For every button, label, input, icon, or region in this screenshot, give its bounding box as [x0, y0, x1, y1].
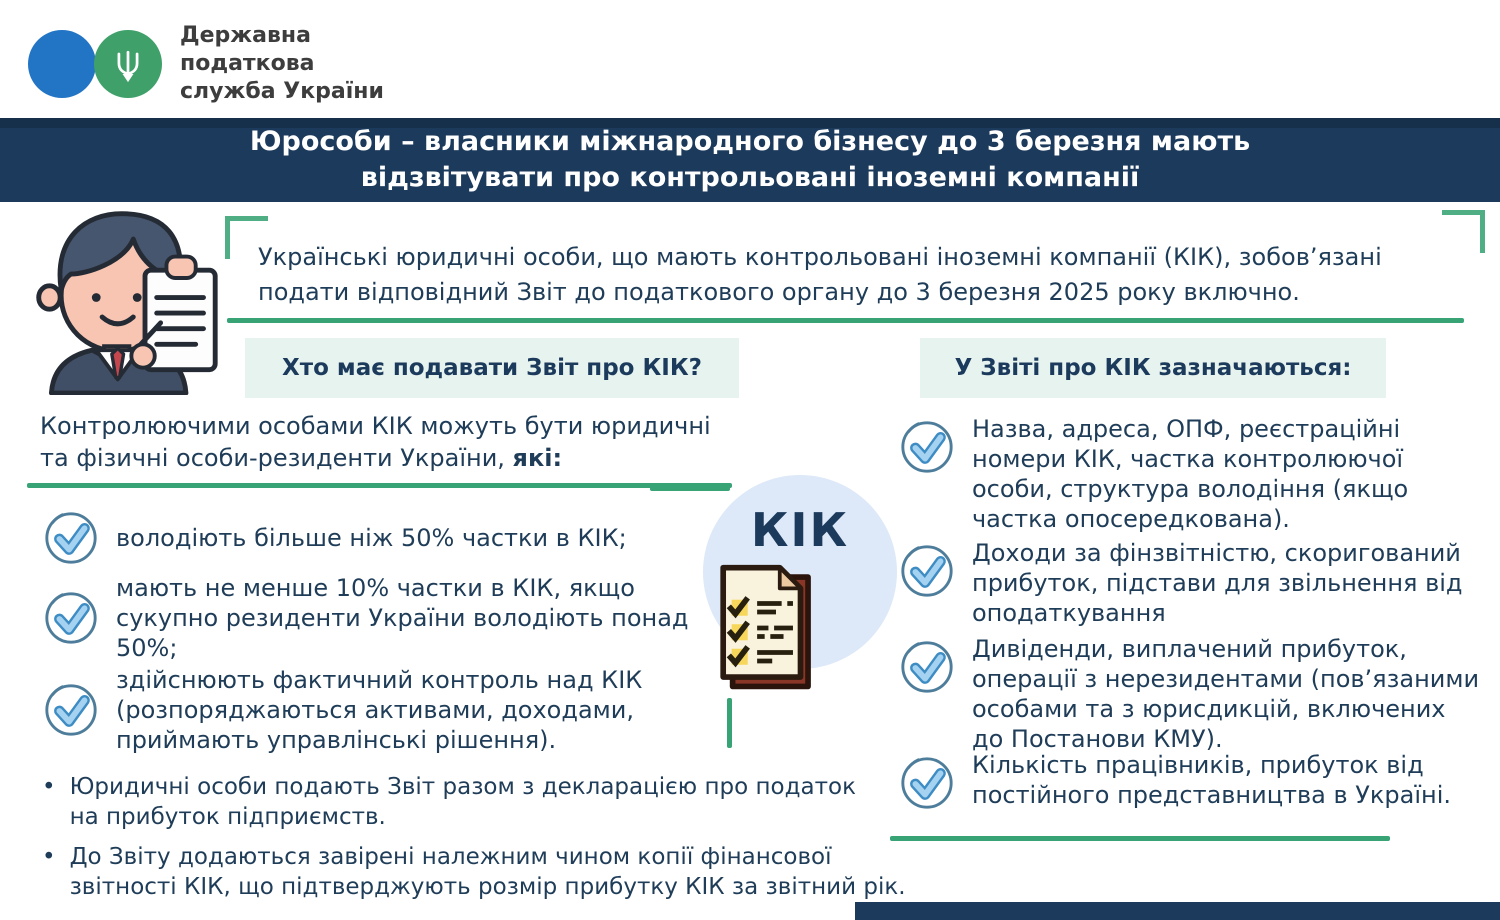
- check-icon: [42, 681, 100, 739]
- org-name-line: Державна: [180, 23, 311, 48]
- lead-line1: Контролюючими особами КІК можуть бути юридичні: [40, 412, 711, 440]
- lead-line2: та фізичні особи-резиденти України, які:: [40, 444, 563, 472]
- check-item-text: здійснюють фактичний контроль над КІК (розпоряджаються активами, доходами, приймають управлінські рішення).: [116, 666, 643, 754]
- intro-text: [258, 240, 1443, 310]
- divider-right-column: [890, 836, 1390, 841]
- section-heading-who-submits: Хто має подавати Звіт про КІК?: [245, 338, 739, 398]
- page-title-line1: Юрособи – власники міжнародного бізнесу до 3 березня мають: [249, 126, 1251, 157]
- badge-dash-horizontal: [650, 486, 730, 491]
- intro-line1: Українські юридичні особи, що мають контрольовані іноземні компанії (КІК), зобов’язані: [258, 243, 1382, 271]
- checklist-document-icon: [715, 562, 820, 694]
- left-check-item: [42, 506, 696, 570]
- org-name-line: податкова: [180, 51, 315, 76]
- bottom-accent-bar: [855, 902, 1500, 920]
- right-check-item: [898, 634, 1482, 754]
- check-item-text: Кількість працівників, прибуток від постійного представництва в Україні.: [972, 751, 1452, 809]
- check-icon: [898, 638, 956, 696]
- left-check-item: [42, 570, 696, 666]
- check-item-text: володіють більше ніж 50% частки в КІК;: [116, 524, 627, 552]
- intro-line2: подати відповідний Звіт до податкового органу до 3 березня 2025 року включно.: [258, 278, 1300, 306]
- corner-bracket-right-icon: [1442, 210, 1485, 253]
- bullet-dot-icon: •: [42, 774, 56, 800]
- bullet-dot-icon: •: [42, 844, 56, 870]
- check-item-text: Доходи за фінзвітністю, скоригований прибуток, підстави для звільнення від оподаткування: [972, 539, 1463, 627]
- divider-left-column: [27, 483, 732, 488]
- header-banner: [0, 118, 1500, 202]
- bullet-text: Юридичні особи подають Звіт разом з декларацією про податок на прибуток підприємств.: [69, 774, 856, 830]
- left-lead-text: [40, 410, 740, 474]
- right-check-item: [898, 414, 1482, 534]
- divider-top: [227, 318, 1464, 323]
- page-title-line2: відзвітувати про контрольовані іноземні компанії: [360, 162, 1140, 193]
- check-icon: [42, 509, 100, 567]
- badge-dash-vertical: [727, 698, 732, 748]
- check-icon: [898, 542, 956, 600]
- check-icon: [42, 589, 100, 647]
- right-check-item: [898, 538, 1482, 628]
- left-check-item: [42, 662, 696, 758]
- right-check-item: [898, 750, 1482, 812]
- bullet-item: [42, 842, 912, 902]
- kik-label: КІК: [750, 503, 850, 557]
- check-item-text: Дивіденди, виплачений прибуток, операції з нерезидентами (пов’язаними особами та з юрисдикцій, включених до Постанови КМУ).: [972, 635, 1480, 753]
- logo-green-circle: [94, 30, 162, 98]
- org-logo: [28, 22, 384, 106]
- org-name-line: служба України: [180, 79, 384, 104]
- check-item-text: мають не менше 10% частки в КІК, якщо сукупно резиденти України володіють понад 50%;: [116, 574, 689, 662]
- org-name: [180, 22, 384, 106]
- check-icon: [898, 754, 956, 812]
- trident-icon: [108, 44, 148, 84]
- logo-mark: [28, 30, 164, 98]
- person-with-document-illustration: [28, 200, 223, 395]
- bullet-text: До Звіту додаються завірені належним чином копії фінансової звітності КІК, що підтверджують розмір прибутку КІК за звітний рік.: [69, 844, 906, 900]
- bullet-item: [42, 772, 892, 832]
- logo-blue-circle: [28, 30, 96, 98]
- section-heading-report-contents: У Звіті про КІК зазначаються:: [920, 338, 1386, 398]
- lead-bold: які:: [512, 444, 563, 472]
- check-item-text: Назва, адреса, ОПФ, реєстраційні номери КІК, частка контролюючої особи, структура володіння (якщо частка опосередкована).: [972, 415, 1409, 533]
- check-icon: [898, 418, 956, 476]
